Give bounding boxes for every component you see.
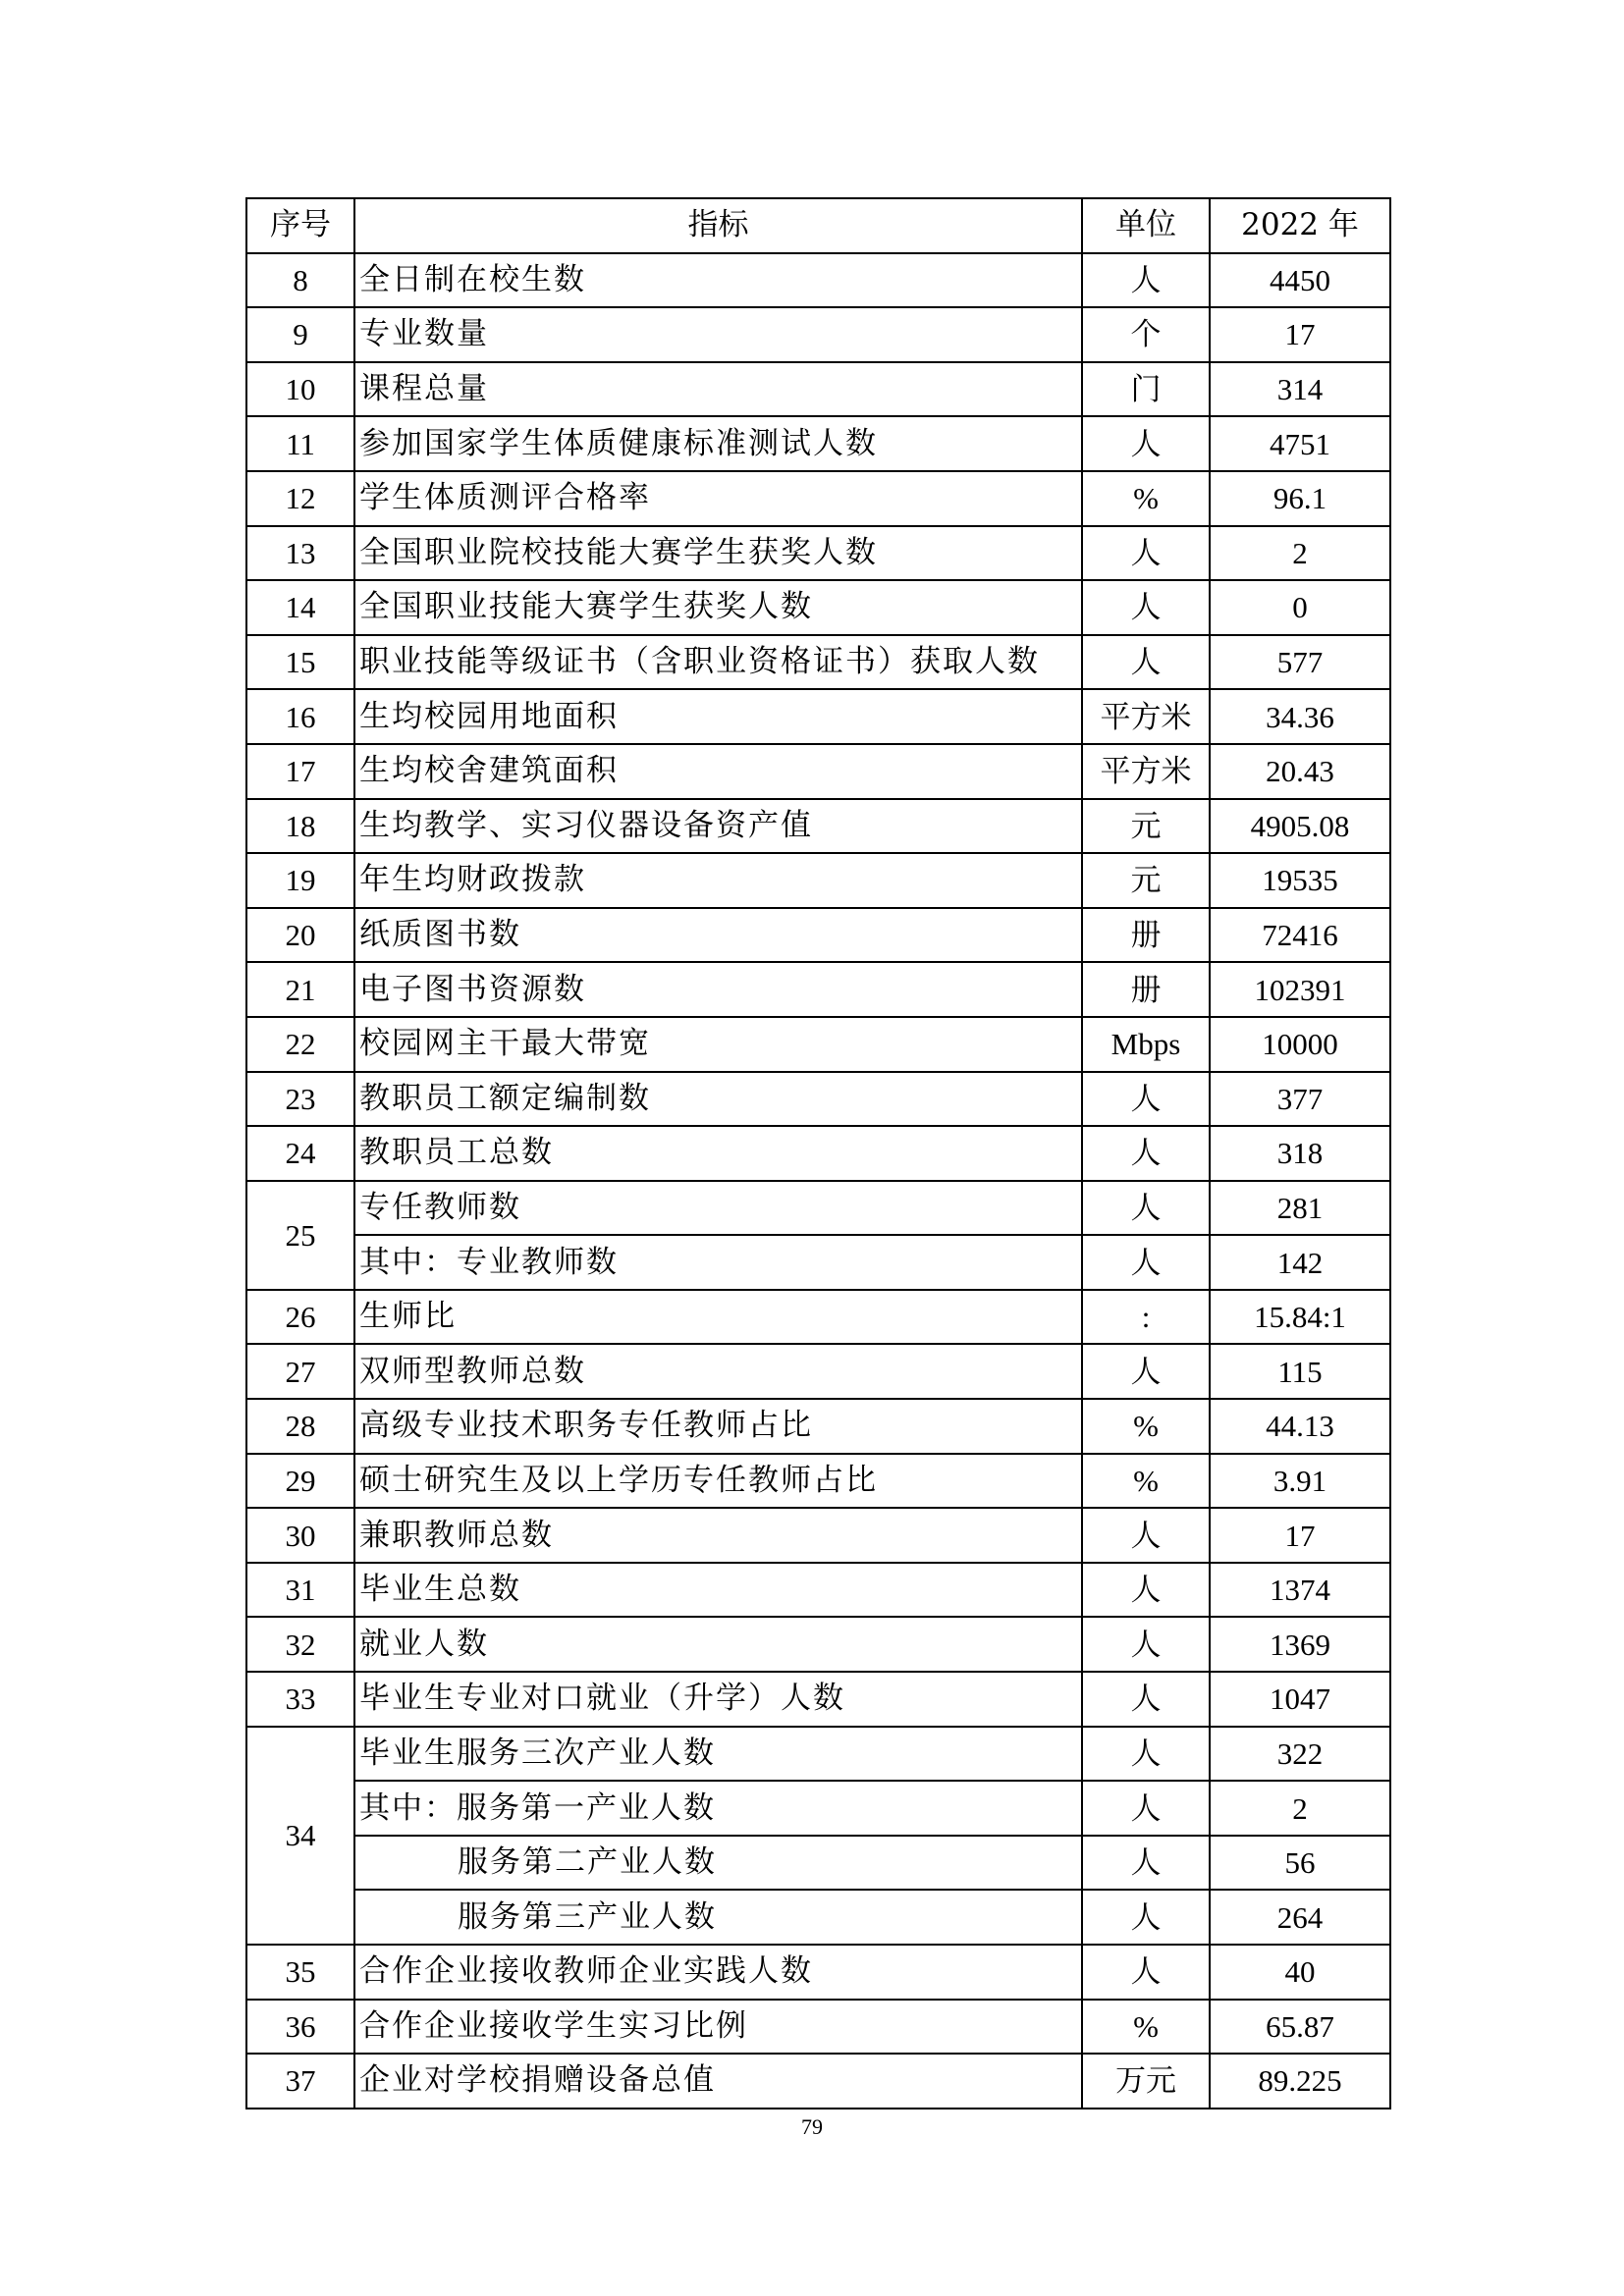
table-row	[246, 799, 1390, 854]
table-row	[246, 1017, 1390, 1072]
cell-value: 0	[1210, 580, 1390, 635]
cell-serial-number: 14	[246, 580, 354, 635]
cell-unit: 平方米	[1082, 744, 1210, 799]
cell-value: 264	[1210, 1890, 1390, 1945]
cell-unit: %	[1082, 471, 1210, 526]
cell-value: 20.43	[1210, 744, 1390, 799]
cell-unit: 人	[1082, 1781, 1210, 1836]
cell-indicator: 就业人数	[354, 1617, 1082, 1672]
cell-unit: 人	[1082, 1072, 1210, 1127]
cell-serial-number: 25	[246, 1181, 354, 1290]
cell-serial-number: 21	[246, 962, 354, 1017]
cell-unit: 人	[1082, 1508, 1210, 1563]
cell-value: 17	[1210, 307, 1390, 362]
cell-indicator: 参加国家学生体质健康标准测试人数	[354, 416, 1082, 471]
cell-value: 1047	[1210, 1672, 1390, 1727]
table-row	[246, 1290, 1390, 1345]
cell-value: 314	[1210, 362, 1390, 417]
header-serial-number: 序号	[246, 198, 354, 253]
cell-unit: 人	[1082, 580, 1210, 635]
cell-unit: 人	[1082, 1126, 1210, 1181]
cell-unit: %	[1082, 1399, 1210, 1454]
cell-serial-number: 24	[246, 1126, 354, 1181]
cell-value: 318	[1210, 1126, 1390, 1181]
table-row	[246, 1563, 1390, 1618]
cell-unit: 元	[1082, 799, 1210, 854]
cell-value: 3.91	[1210, 1454, 1390, 1509]
cell-serial-number: 30	[246, 1508, 354, 1563]
table-row	[246, 526, 1390, 581]
cell-indicator: 生师比	[354, 1290, 1082, 1345]
table-row	[246, 1508, 1390, 1563]
cell-value: 34.36	[1210, 689, 1390, 744]
cell-indicator: 生均教学、实习仪器设备资产值	[354, 799, 1082, 854]
cell-unit: 万元	[1082, 2054, 1210, 2109]
cell-value: 4751	[1210, 416, 1390, 471]
cell-serial-number: 16	[246, 689, 354, 744]
table-row	[246, 1344, 1390, 1399]
cell-indicator: 企业对学校捐赠设备总值	[354, 2054, 1082, 2109]
cell-unit: 门	[1082, 362, 1210, 417]
cell-serial-number: 15	[246, 635, 354, 690]
cell-indicator: 专任教师数	[354, 1181, 1082, 1236]
cell-indicator: 课程总量	[354, 362, 1082, 417]
cell-value: 4905.08	[1210, 799, 1390, 854]
cell-value: 2	[1210, 1781, 1390, 1836]
cell-unit: %	[1082, 1454, 1210, 1509]
table-row	[246, 1727, 1390, 1782]
cell-unit: 平方米	[1082, 689, 1210, 744]
table-row	[246, 2054, 1390, 2109]
cell-unit: 册	[1082, 908, 1210, 963]
cell-value: 65.87	[1210, 2000, 1390, 2055]
table-row	[246, 1617, 1390, 1672]
table-row	[246, 2000, 1390, 2055]
table-row	[246, 1781, 1390, 1836]
cell-unit: :	[1082, 1290, 1210, 1345]
cell-indicator: 生均校舍建筑面积	[354, 744, 1082, 799]
cell-serial-number: 23	[246, 1072, 354, 1127]
header-year: 2022 年	[1210, 198, 1390, 253]
table-row	[246, 744, 1390, 799]
cell-serial-number: 10	[246, 362, 354, 417]
cell-value: 115	[1210, 1344, 1390, 1399]
cell-indicator: 毕业生专业对口就业（升学）人数	[354, 1672, 1082, 1727]
cell-value: 17	[1210, 1508, 1390, 1563]
cell-serial-number: 35	[246, 1945, 354, 2000]
table-row	[246, 635, 1390, 690]
table-row	[246, 1235, 1390, 1290]
cell-indicator: 双师型教师总数	[354, 1344, 1082, 1399]
table-row	[246, 1399, 1390, 1454]
cell-serial-number: 22	[246, 1017, 354, 1072]
cell-unit: 人	[1082, 1945, 1210, 2000]
table-row	[246, 580, 1390, 635]
cell-indicator: 其中：专业教师数	[354, 1235, 1082, 1290]
cell-serial-number: 27	[246, 1344, 354, 1399]
cell-value: 377	[1210, 1072, 1390, 1127]
cell-indicator: 专业数量	[354, 307, 1082, 362]
cell-value: 40	[1210, 1945, 1390, 2000]
cell-value: 89.225	[1210, 2054, 1390, 2109]
table-row	[246, 689, 1390, 744]
cell-unit: 人	[1082, 1563, 1210, 1618]
cell-value: 96.1	[1210, 471, 1390, 526]
table-row	[246, 362, 1390, 417]
cell-unit: 元	[1082, 853, 1210, 908]
cell-indicator: 毕业生服务三次产业人数	[354, 1727, 1082, 1782]
cell-unit: 人	[1082, 1836, 1210, 1891]
cell-value: 56	[1210, 1836, 1390, 1891]
table-header-row	[246, 198, 1390, 253]
table-row	[246, 1126, 1390, 1181]
cell-unit: 人	[1082, 1672, 1210, 1727]
cell-unit: 人	[1082, 1235, 1210, 1290]
cell-value: 2	[1210, 526, 1390, 581]
cell-indicator: 毕业生总数	[354, 1563, 1082, 1618]
indicator-table	[245, 197, 1391, 2109]
cell-value: 102391	[1210, 962, 1390, 1017]
header-indicator: 指标	[354, 198, 1082, 253]
cell-indicator: 职业技能等级证书（含职业资格证书）获取人数	[354, 635, 1082, 690]
table-row	[246, 962, 1390, 1017]
cell-serial-number: 29	[246, 1454, 354, 1509]
cell-indicator: 教职员工总数	[354, 1126, 1082, 1181]
table-row	[246, 853, 1390, 908]
cell-serial-number: 32	[246, 1617, 354, 1672]
page-number: 79	[801, 2114, 823, 2139]
cell-serial-number: 28	[246, 1399, 354, 1454]
cell-unit: 个	[1082, 307, 1210, 362]
cell-indicator: 电子图书资源数	[354, 962, 1082, 1017]
table-row	[246, 253, 1390, 308]
cell-serial-number: 19	[246, 853, 354, 908]
cell-value: 15.84:1	[1210, 1290, 1390, 1345]
cell-indicator: 兼职教师总数	[354, 1508, 1082, 1563]
table-row	[246, 1454, 1390, 1509]
cell-serial-number: 33	[246, 1672, 354, 1727]
cell-indicator: 其中：服务第一产业人数	[354, 1781, 1082, 1836]
cell-indicator: 生均校园用地面积	[354, 689, 1082, 744]
cell-value: 10000	[1210, 1017, 1390, 1072]
cell-value: 577	[1210, 635, 1390, 690]
cell-indicator: 硕士研究生及以上学历专任教师占比	[354, 1454, 1082, 1509]
cell-indicator: 服务第三产业人数	[354, 1890, 1082, 1945]
cell-serial-number: 34	[246, 1727, 354, 1945]
cell-indicator: 教职员工额定编制数	[354, 1072, 1082, 1127]
cell-unit: 人	[1082, 416, 1210, 471]
cell-unit: 人	[1082, 1727, 1210, 1782]
table-body	[246, 253, 1390, 2109]
cell-value: 281	[1210, 1181, 1390, 1236]
cell-indicator: 合作企业接收学生实习比例	[354, 2000, 1082, 2055]
cell-serial-number: 31	[246, 1563, 354, 1618]
cell-serial-number: 12	[246, 471, 354, 526]
table-row	[246, 908, 1390, 963]
cell-unit: %	[1082, 2000, 1210, 2055]
cell-unit: 人	[1082, 635, 1210, 690]
cell-value: 44.13	[1210, 1399, 1390, 1454]
table-row	[246, 471, 1390, 526]
cell-serial-number: 37	[246, 2054, 354, 2109]
cell-value: 142	[1210, 1235, 1390, 1290]
cell-indicator: 校园网主干最大带宽	[354, 1017, 1082, 1072]
table-row	[246, 1072, 1390, 1127]
cell-serial-number: 17	[246, 744, 354, 799]
cell-unit: 人	[1082, 253, 1210, 308]
table-row	[246, 307, 1390, 362]
table-row	[246, 1836, 1390, 1891]
cell-indicator: 全日制在校生数	[354, 253, 1082, 308]
cell-unit: 册	[1082, 962, 1210, 1017]
cell-serial-number: 11	[246, 416, 354, 471]
cell-serial-number: 18	[246, 799, 354, 854]
cell-indicator: 年生均财政拨款	[354, 853, 1082, 908]
cell-unit: 人	[1082, 1181, 1210, 1236]
cell-indicator: 纸质图书数	[354, 908, 1082, 963]
cell-value: 19535	[1210, 853, 1390, 908]
cell-value: 322	[1210, 1727, 1390, 1782]
cell-indicator: 全国职业院校技能大赛学生获奖人数	[354, 526, 1082, 581]
cell-serial-number: 13	[246, 526, 354, 581]
cell-indicator: 高级专业技术职务专任教师占比	[354, 1399, 1082, 1454]
cell-unit: 人	[1082, 1890, 1210, 1945]
table-row	[246, 1672, 1390, 1727]
cell-indicator: 服务第二产业人数	[354, 1836, 1082, 1891]
cell-indicator: 全国职业技能大赛学生获奖人数	[354, 580, 1082, 635]
cell-unit: 人	[1082, 1344, 1210, 1399]
table-row	[246, 1181, 1390, 1236]
table-row	[246, 1890, 1390, 1945]
cell-indicator: 合作企业接收教师企业实践人数	[354, 1945, 1082, 2000]
cell-serial-number: 20	[246, 908, 354, 963]
cell-unit: Mbps	[1082, 1017, 1210, 1072]
cell-indicator: 学生体质测评合格率	[354, 471, 1082, 526]
cell-unit: 人	[1082, 1617, 1210, 1672]
cell-serial-number: 9	[246, 307, 354, 362]
table-row	[246, 416, 1390, 471]
cell-serial-number: 36	[246, 2000, 354, 2055]
cell-value: 72416	[1210, 908, 1390, 963]
cell-serial-number: 8	[246, 253, 354, 308]
table-row	[246, 1945, 1390, 2000]
cell-value: 4450	[1210, 253, 1390, 308]
cell-value: 1374	[1210, 1563, 1390, 1618]
cell-serial-number: 26	[246, 1290, 354, 1345]
cell-unit: 人	[1082, 526, 1210, 581]
cell-value: 1369	[1210, 1617, 1390, 1672]
header-unit: 单位	[1082, 198, 1210, 253]
